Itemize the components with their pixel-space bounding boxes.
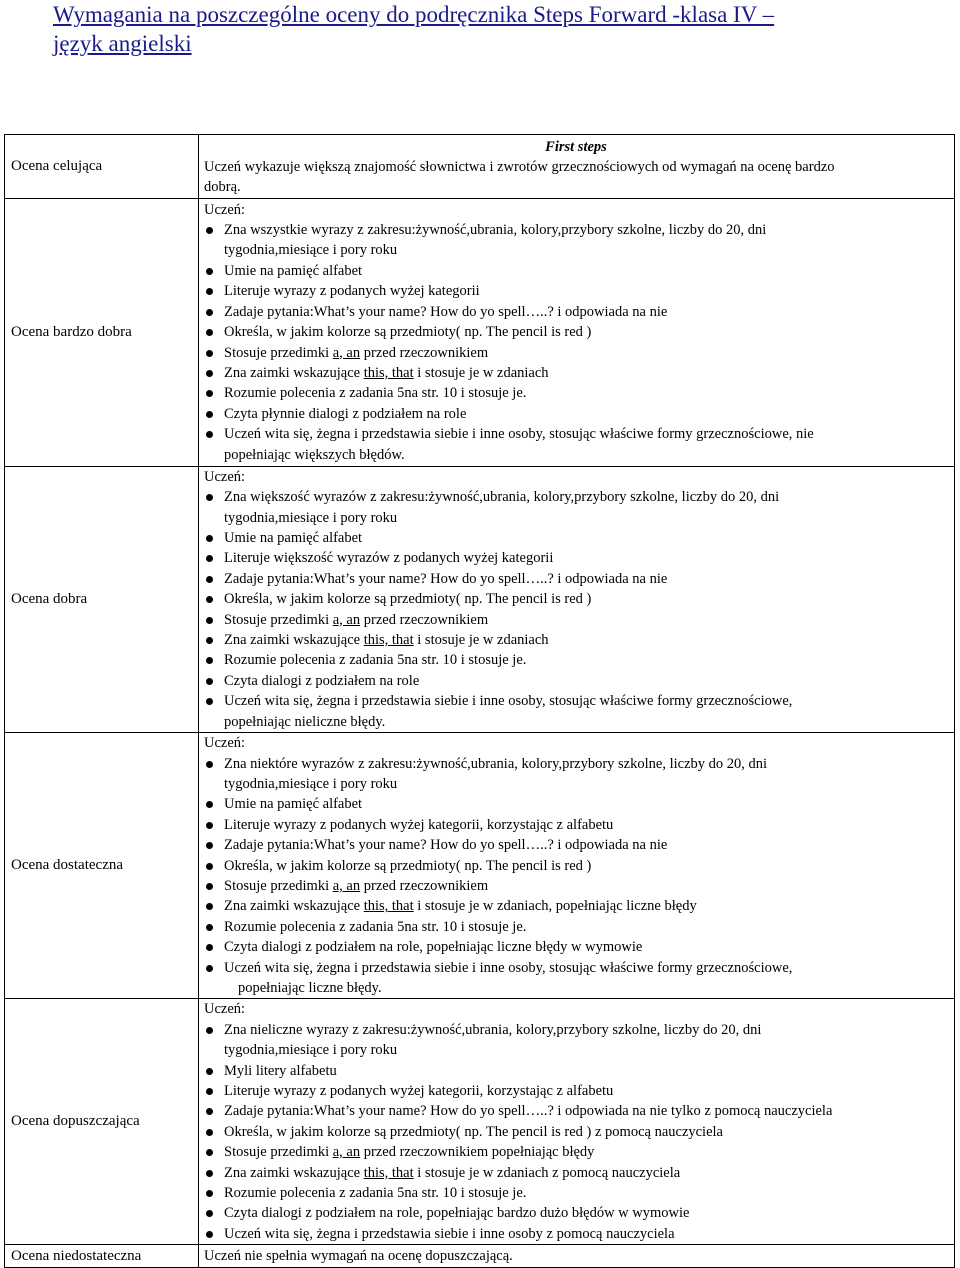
list-item: Zna zaimki wskazujące this, that i stosuje je w zdaniach, popełniając liczne błędy	[204, 896, 948, 916]
document-title	[53, 0, 933, 58]
d-intro: Uczeń:	[204, 468, 246, 485]
list-item: Rozumie polecenia z zadania 5na str. 10 i stosuje je.	[204, 650, 948, 670]
celujaca-text-a: Uczeń wykazuje większą znajomość słownictwa i zwrotów grzecznościowych od wymagań na ocenę bardzo	[204, 159, 835, 175]
list-item: Zna większość wyrazów z zakresu:żywność,ubrania, kolory,przybory szkolne, liczby do 20, dni tygodnia,miesiące i pory roku	[204, 487, 948, 528]
list-item: Literuje wyrazy z podanych wyżej kategorii, korzystając z alfabetu	[204, 1081, 948, 1101]
list-item: Zna nieliczne wyrazy z zakresu:żywność,ubrania, kolory,przybory szkolne, liczby do 20, dni tygodnia,miesiące i pory roku	[204, 1020, 948, 1061]
row-dostateczna	[5, 733, 955, 999]
list-item: Czyta dialogi z podziałem na role, popełniając bardzo dużo błędów w wymowie	[204, 1203, 948, 1223]
list-item: Czyta płynnie dialogi z podziałem na role	[204, 404, 948, 424]
grade-desc-celujaca	[199, 135, 955, 199]
list-item: Literuje większość wyrazów z podanych wyżej kategorii	[204, 548, 948, 568]
list-item: Zna zaimki wskazujące this, that i stosuje je w zdaniach	[204, 630, 948, 650]
section-heading: First steps	[545, 139, 607, 155]
list-item: Określa, w jakim kolorze są przedmioty( np. The pencil is red )	[204, 322, 948, 342]
grades-table	[4, 134, 955, 1268]
grade-desc-niedostateczna	[199, 1245, 955, 1268]
document-title-line-2: język angielski	[53, 31, 192, 56]
dop-intro: Uczeń:	[204, 1001, 246, 1018]
dst-intro: Uczeń:	[204, 735, 246, 752]
niedostateczna-text: Uczeń nie spełnia wymagań na ocenę dopuszczającą.	[204, 1248, 513, 1265]
dop-criteria-list	[204, 1020, 948, 1244]
grade-label-niedostateczna: Ocena niedostateczna	[5, 1245, 199, 1268]
grade-desc-bardzo-dobra	[199, 198, 955, 466]
list-item: Określa, w jakim kolorze są przedmioty( np. The pencil is red )	[204, 589, 948, 609]
list-item: Uczeń wita się, żegna i przedstawia siebie i inne osoby, stosując właściwe formy grzecznościowe, nie popełniając większych błędów.	[204, 424, 948, 465]
list-item: Czyta dialogi z podziałem na role	[204, 671, 948, 691]
row-celujaca	[5, 135, 955, 199]
grade-label-dostateczna: Ocena dostateczna	[5, 733, 199, 999]
list-item: Uczeń wita się, żegna i przedstawia siebie i inne osoby, stosując właściwe formy grzecznościowe, popełniając nieliczne błędy.	[204, 691, 948, 732]
list-item: Stosuje przedimki a, an przed rzeczownikiem	[204, 876, 948, 896]
celujaca-text-b: dobrą.	[204, 179, 241, 196]
grade-label-dobra: Ocena dobra	[5, 466, 199, 732]
list-item: Zadaje pytania:What’s your name? How do yo spell…..? i odpowiada na nie	[204, 302, 948, 322]
grade-label-celujaca: Ocena celująca	[5, 135, 199, 199]
list-item: Umie na pamięć alfabet	[204, 261, 948, 281]
grade-label-bardzo-dobra: Ocena bardzo dobra	[5, 198, 199, 466]
dst-criteria-list	[204, 754, 948, 999]
list-item: Stosuje przedimki a, an przed rzeczownikiem	[204, 343, 948, 363]
list-item: Zna wszystkie wyrazy z zakresu:żywność,ubrania, kolory,przybory szkolne, liczby do 20, dni tygodnia,miesiące i pory roku	[204, 220, 948, 261]
list-item: Myli litery alfabetu	[204, 1061, 948, 1081]
list-item: Stosuje przedimki a, an przed rzeczownikiem popełniając błędy	[204, 1142, 948, 1162]
grade-desc-dopuszczajaca	[199, 999, 955, 1245]
list-item: Rozumie polecenia z zadania 5na str. 10 i stosuje je.	[204, 1183, 948, 1203]
list-item: Czyta dialogi z podziałem na role, popełniając liczne błędy w wymowie	[204, 937, 948, 957]
grade-desc-dostateczna	[199, 733, 955, 999]
list-item: Zna niektóre wyrazów z zakresu:żywność,ubrania, kolory,przybory szkolne, liczby do 20, dni tygodnia,miesiące i pory roku	[204, 754, 948, 795]
list-item: Umie na pamięć alfabet	[204, 794, 948, 814]
list-item: Rozumie polecenia z zadania 5na str. 10 i stosuje je.	[204, 917, 948, 937]
list-item: Rozumie polecenia z zadania 5na str. 10 i stosuje je.	[204, 383, 948, 403]
list-item: Zna zaimki wskazujące this, that i stosuje je w zdaniach z pomocą nauczyciela	[204, 1163, 948, 1183]
grade-label-dopuszczajaca: Ocena dopuszczająca	[5, 999, 199, 1245]
list-item: Określa, w jakim kolorze są przedmioty( np. The pencil is red )	[204, 856, 948, 876]
list-item: Uczeń wita się, żegna i przedstawia siebie i inne osoby, stosując właściwe formy grzecznościowe, popełniając liczne błędy.	[204, 958, 948, 999]
row-niedostateczna	[5, 1245, 955, 1268]
list-item: Stosuje przedimki a, an przed rzeczownikiem	[204, 610, 948, 630]
row-bardzo-dobra	[5, 198, 955, 466]
bd-criteria-list	[204, 220, 948, 465]
list-item: Literuje wyrazy z podanych wyżej kategorii, korzystając z alfabetu	[204, 815, 948, 835]
bd-intro: Uczeń:	[204, 201, 246, 218]
list-item: Zadaje pytania:What’s your name? How do yo spell…..? i odpowiada na nie tylko z pomocą nauczyciela	[204, 1101, 948, 1121]
row-dobra	[5, 466, 955, 732]
grade-desc-dobra	[199, 466, 955, 732]
d-criteria-list	[204, 487, 948, 732]
list-item: Zadaje pytania:What’s your name? How do yo spell…..? i odpowiada na nie	[204, 835, 948, 855]
list-item: Uczeń wita się, żegna i przedstawia siebie i inne osoby z pomocą nauczyciela	[204, 1224, 948, 1244]
list-item: Określa, w jakim kolorze są przedmioty( np. The pencil is red ) z pomocą nauczyciela	[204, 1122, 948, 1142]
list-item: Zna zaimki wskazujące this, that i stosuje je w zdaniach	[204, 363, 948, 383]
list-item: Umie na pamięć alfabet	[204, 528, 948, 548]
list-item: Literuje wyrazy z podanych wyżej kategorii	[204, 281, 948, 301]
list-item: Zadaje pytania:What’s your name? How do yo spell…..? i odpowiada na nie	[204, 569, 948, 589]
row-dopuszczajaca	[5, 999, 955, 1245]
document-title-line-1: Wymagania na poszczególne oceny do podręcznika Steps Forward -klasa IV –	[53, 2, 775, 27]
